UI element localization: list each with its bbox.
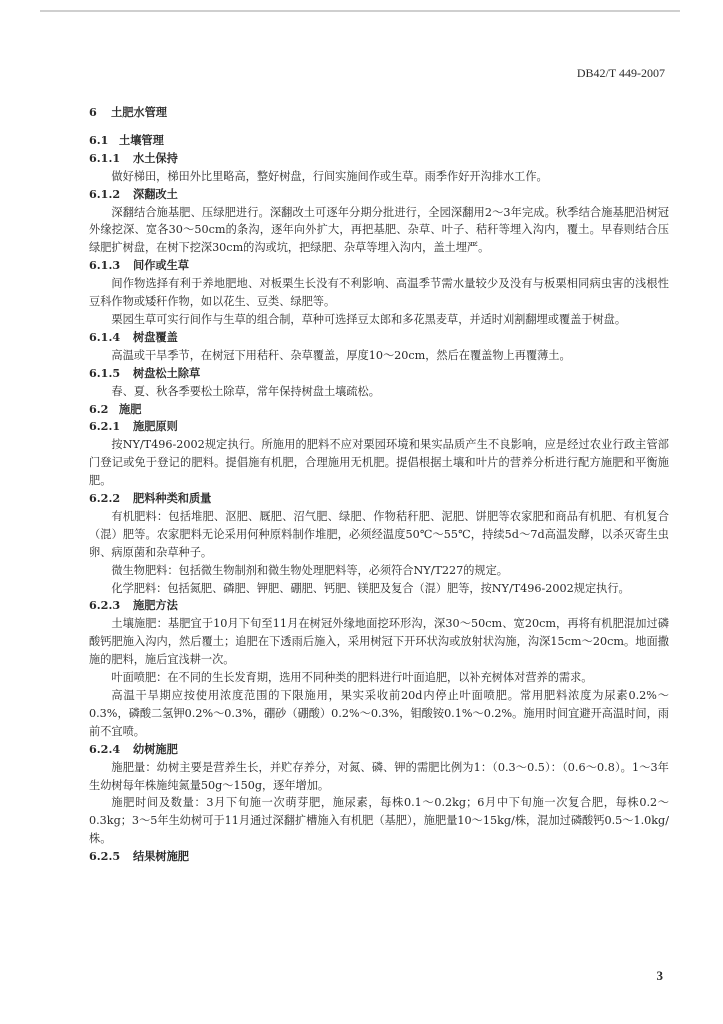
heading-number: 6.1.4 <box>89 329 121 344</box>
heading-title: 施肥 <box>119 401 142 416</box>
page-content <box>89 104 669 866</box>
paragraph: 高温或干旱季节，在树冠下用秸秆、杂草覆盖，厚度10～20cm，然后在覆盖物上再覆薄土。 <box>111 348 571 362</box>
heading-number: 6.2.3 <box>89 598 121 613</box>
paragraph: 栗园生草可实行间作与生草的组合制，草种可选择豆太郎和多花黑麦草，并适时刈割翻埋或覆盖于树盘。 <box>111 312 627 326</box>
heading-title: 施肥原则 <box>133 419 178 434</box>
paragraph: 化学肥料：包括氮肥、磷肥、钾肥、硼肥、钙肥、镁肥及复合（混）肥等，按NY/T496-2002规定执行。 <box>111 581 630 595</box>
paragraph: 叶面喷肥：在不同的生长发育期，选用不同种类的肥料进行叶面追肥，以补充树体对营养的需求。 <box>111 671 593 685</box>
heading-6-2-4 <box>89 741 669 759</box>
heading-6-1-2 <box>89 186 669 204</box>
subsection-heading-6-2 <box>89 401 669 419</box>
page-number: 3 <box>656 968 663 983</box>
paragraph: 间作物选择有利于养地肥地、对板栗生长没有不利影响、高温季节需水量较少及没有与板栗相同病虫害的浅根性豆科作物或矮秆作物，如以花生、豆类、绿肥等。 <box>89 277 669 309</box>
heading-title: 结果树施肥 <box>133 849 189 864</box>
document-code: DB42/T 449-2007 <box>576 66 665 80</box>
paragraph: 高温干旱期应按使用浓度范围的下限施用，果实采收前20d内停止叶面喷肥。常用肥料浓度为尿素0.2%～0.3%，磷酸二氢钾0.2%～0.3%，硼砂（硼酸）0.2%～0.3%，钼酸铵0.1%～0.2%。施用时间宜避开高温时间，雨前不宜喷。 <box>89 689 669 738</box>
heading-number: 6.2.1 <box>89 419 121 434</box>
heading-title: 水土保持 <box>133 150 178 165</box>
heading-number: 6.1.3 <box>89 258 121 273</box>
subsection-heading-6-1 <box>89 132 669 150</box>
section-number: 6 <box>89 105 97 119</box>
heading-number: 6.2.4 <box>89 741 121 756</box>
paragraph: 按NY/T496-2002规定执行。所施用的肥料不应对栗园环境和果实品质产生不良影响，应是经过农业行政主管部门登记或免于登记的肥料。提倡施有机肥，合理施用无机肥。提倡根据土壤和叶片的营养分析进行配方施肥和平衡施肥。 <box>89 438 669 488</box>
heading-title: 施肥方法 <box>133 598 178 613</box>
paragraph: 有机肥料：包括堆肥、沤肥、厩肥、沼气肥、绿肥、作物秸秆肥、泥肥、饼肥等农家肥和商品有机肥、有机复合（混）肥等。农家肥料无论采用何种原料制作堆肥，必须经温度50℃～55℃，持续5d～7d高温发酵，以杀灭寄生虫卵、病原菌和杂草种子。 <box>89 509 669 559</box>
heading-6-2-5 <box>89 848 669 866</box>
heading-6-2-1 <box>89 418 669 436</box>
heading-number: 6.2.2 <box>89 491 121 506</box>
paragraph: 土壤施肥：基肥宜于10月下旬至11月在树冠外缘地面挖环形沟，深30～50cm、宽20cm，再将有机肥混加过磷酸钙肥施入沟内，然后覆土；追肥在下透雨后施入，采用树冠下开环状沟或放射状沟施，沟深15cm～20cm。地面撒施的肥料，施后宜浅耕一次。 <box>89 617 669 667</box>
paragraph: 做好梯田，梯田外比里略高，整好树盘，行间实施间作或生草。雨季作好开沟排水工作。 <box>111 169 548 183</box>
heading-6-1-5 <box>89 365 669 383</box>
heading-title: 土壤管理 <box>119 132 164 147</box>
heading-title: 间作或生草 <box>133 258 189 273</box>
scan-top-edge <box>40 10 680 12</box>
heading-number: 6.2.5 <box>89 849 121 864</box>
heading-title: 树盘覆盖 <box>133 329 178 344</box>
section-title: 土肥水管理 <box>111 105 167 119</box>
paragraph: 施肥时间及数量：3月下旬施一次萌芽肥，施尿素，每株0.1～0.2kg；6月中下旬施一次复合肥，每株0.2～0.3kg；3～5年生幼树可于11月通过深翻扩槽施入有机肥（基肥），施肥量10～15kg/株，混加过磷酸钙0.5～1.0kg/株。 <box>89 796 669 846</box>
heading-number: 6.2 <box>89 401 109 416</box>
paragraph: 春、夏、秋各季要松土除草，常年保持树盘土壤疏松。 <box>111 384 380 398</box>
heading-number: 6.1.1 <box>89 150 121 165</box>
paragraph: 深翻结合施基肥、压绿肥进行。深翻改土可逐年分期分批进行，全园深翻用2～3年完成。秋季结合施基肥沿树冠外缘挖深、宽各30～50cm的条沟，逐年向外扩大，再把基肥、杂草、叶子、秸秆等埋入沟内，覆土。早春则结合压绿肥扩树盘，在树下挖深30cm的沟或坑，把绿肥、杂草等埋入沟内，盖土埋严。 <box>89 205 669 255</box>
heading-6-1-3 <box>89 257 669 275</box>
heading-number: 6.1 <box>89 132 109 147</box>
section-heading <box>89 104 669 122</box>
heading-number: 6.1.2 <box>89 186 121 201</box>
heading-6-2-3 <box>89 597 669 615</box>
heading-6-1-4 <box>89 329 669 347</box>
heading-6-1-1 <box>89 150 669 168</box>
heading-title: 深翻改土 <box>133 186 178 201</box>
heading-title: 树盘松土除草 <box>133 365 201 380</box>
heading-title: 肥料种类和质量 <box>133 491 212 506</box>
heading-title: 幼树施肥 <box>133 741 178 756</box>
heading-number: 6.1.5 <box>89 365 121 380</box>
paragraph: 微生物肥料：包括微生物制剂和微生物处理肥料等，必须符合NY/T227的规定。 <box>111 563 508 577</box>
paragraph: 施肥量：幼树主要是营养生长，并贮存养分，对氮、磷、钾的需肥比例为1：（0.3～0.5）：（0.6～0.8）。1～3年生幼树每年株施纯氮量50g～150g，逐年增加。 <box>89 760 669 792</box>
heading-6-2-2 <box>89 490 669 508</box>
